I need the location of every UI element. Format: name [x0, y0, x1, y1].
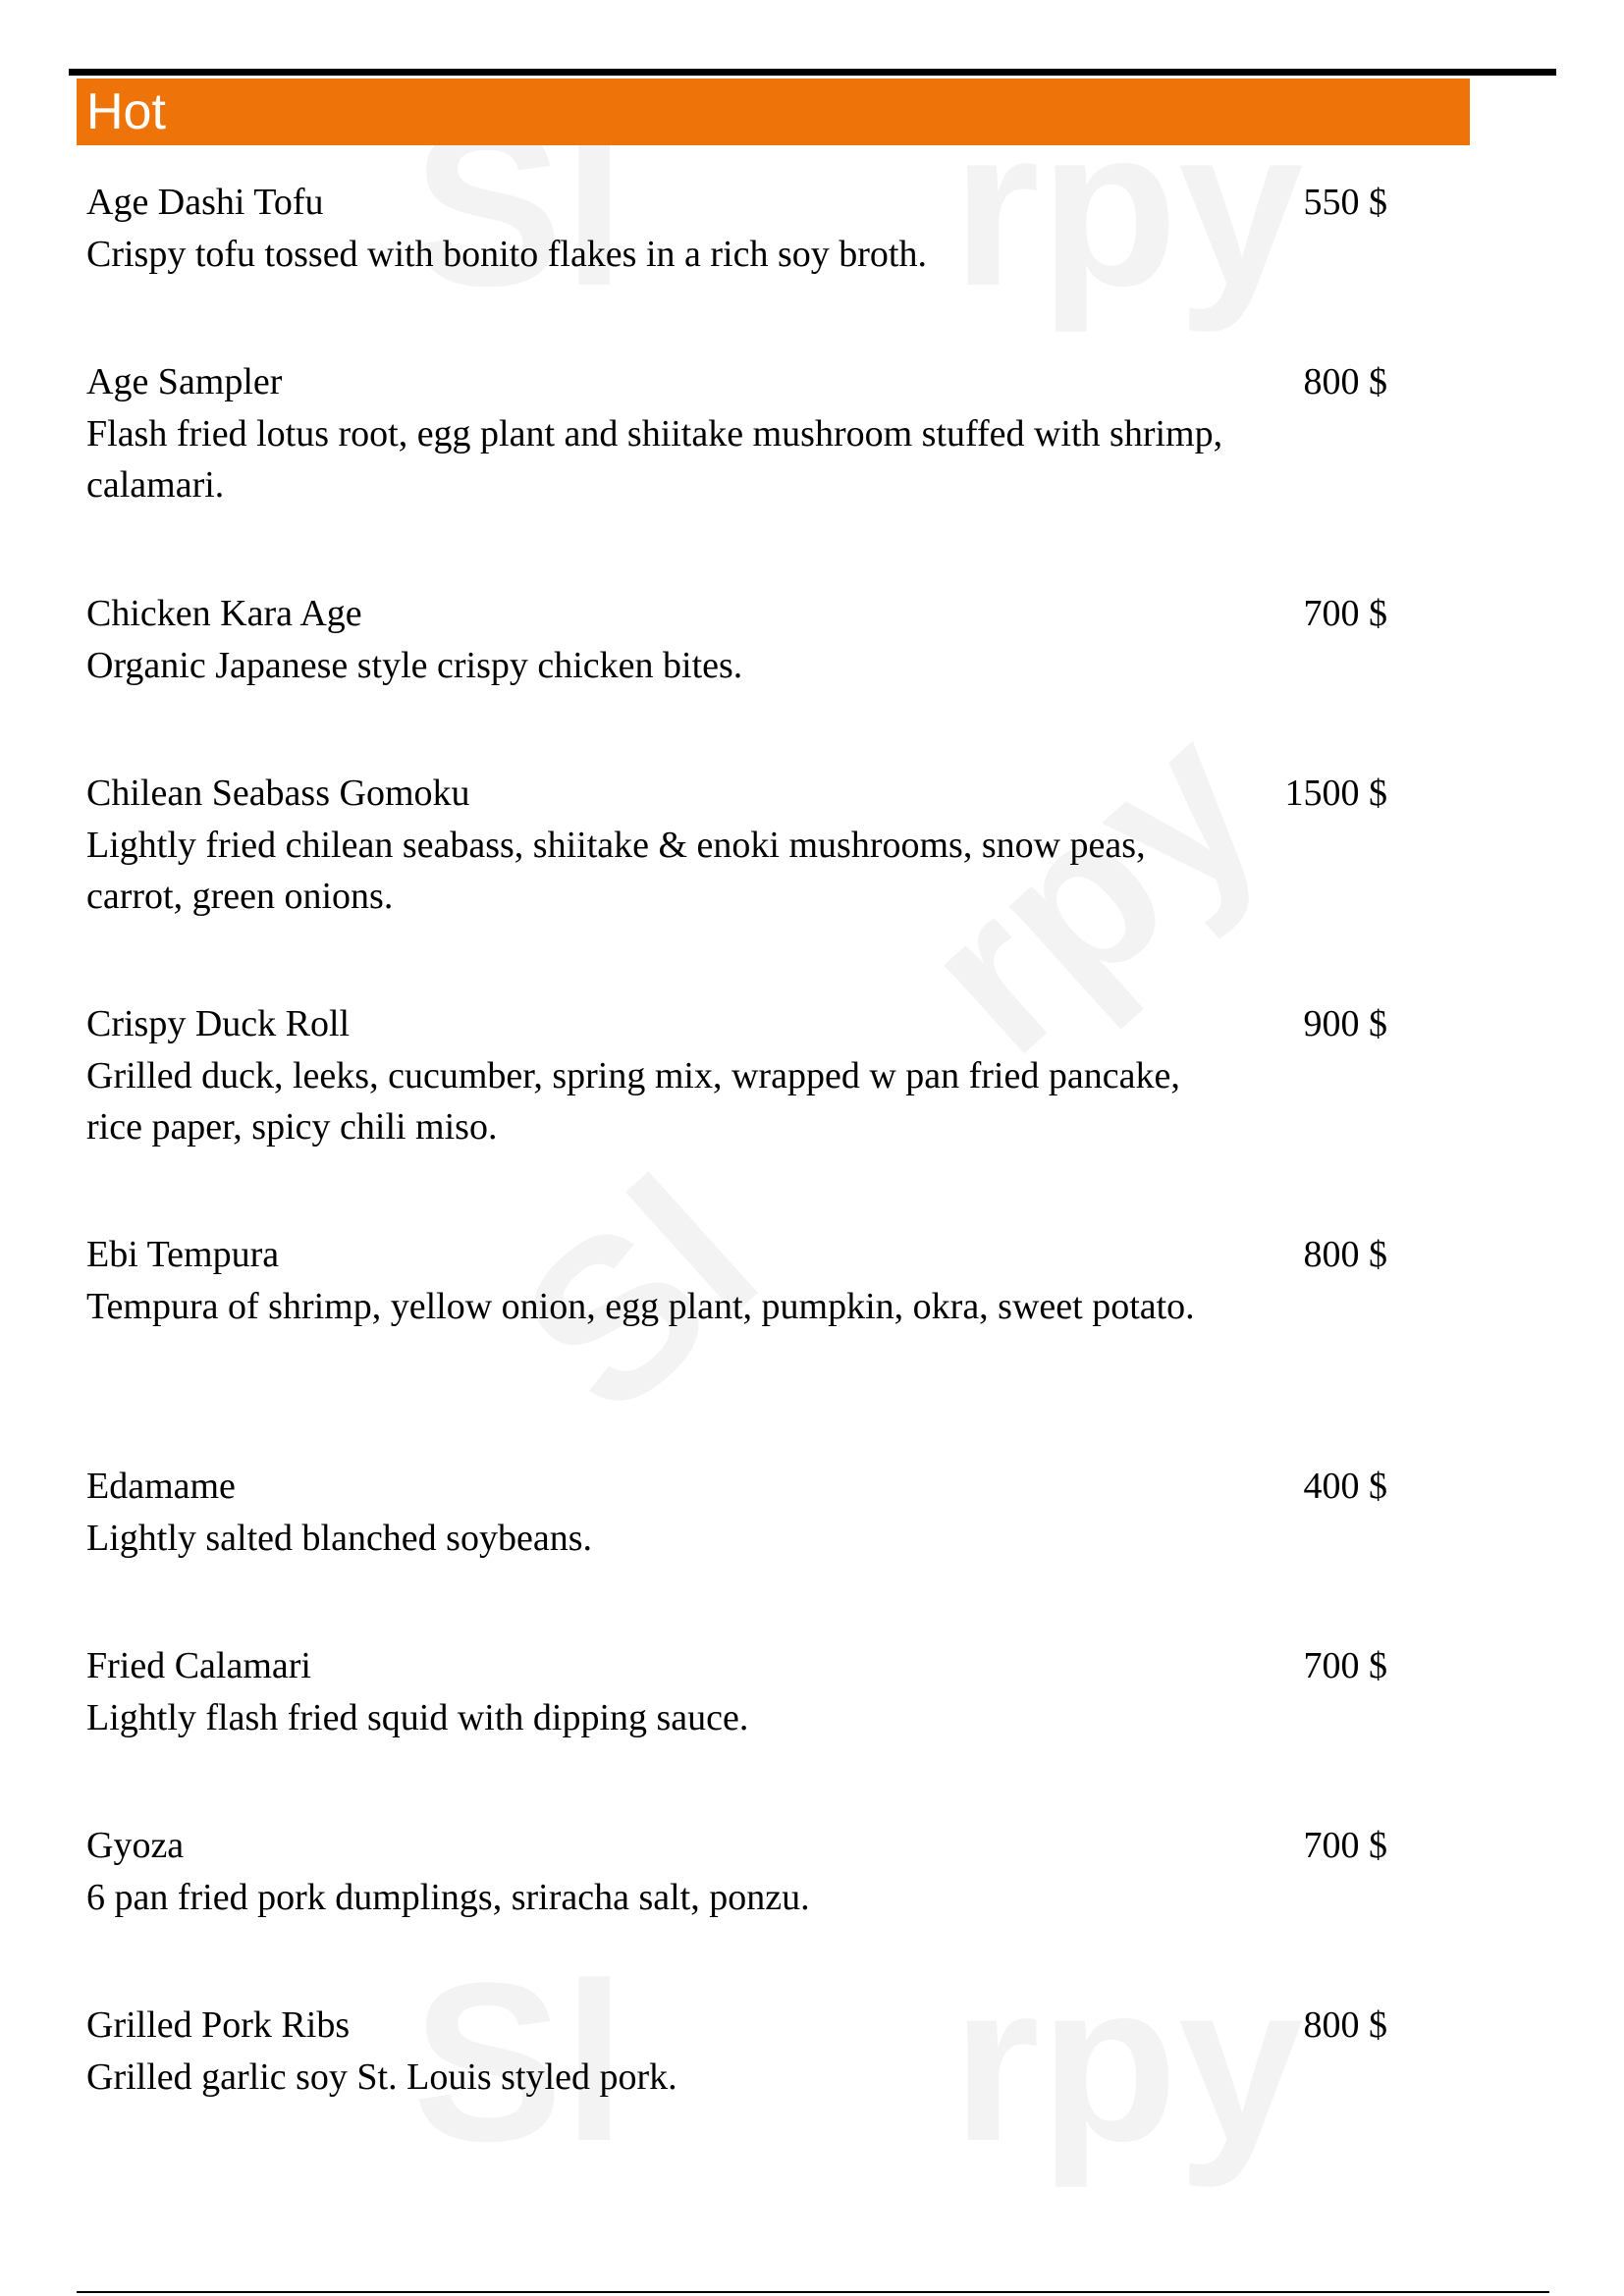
menu-item: [86, 356, 1387, 510]
item-description: Crispy tofu tossed with bonito flakes in a rich soy broth.: [86, 234, 927, 275]
item-price: 700 $: [1303, 1645, 1387, 1686]
item-description: Lightly salted blanched soybeans.: [86, 1518, 592, 1559]
item-description: Grilled garlic soy St. Louis styled pork.: [86, 2056, 677, 2098]
menu-item: [86, 768, 1387, 922]
item-price: 550 $: [1303, 182, 1387, 223]
item-name: Ebi Tempura: [86, 1234, 280, 1275]
menu-item: [86, 1229, 1387, 1332]
item-price: 800 $: [1303, 2004, 1387, 2046]
item-name: Crispy Duck Roll: [86, 1003, 351, 1044]
menu-item: [86, 1640, 1387, 1743]
item-name: Chicken Kara Age: [86, 593, 362, 634]
item-description: Lightly flash fried squid with dipping sauce.: [86, 1697, 749, 1738]
item-price: 900 $: [1303, 1003, 1387, 1044]
item-description: Lightly fried chilean seabass, shiitake & enoki mushrooms, snow peas, carrot, green onions.: [86, 825, 1146, 917]
item-price: 800 $: [1303, 361, 1387, 402]
item-description: Organic Japanese style crispy chicken bites.: [86, 645, 743, 686]
menu-item: [86, 588, 1387, 691]
item-description: Grilled duck, leeks, cucumber, spring mix, wrapped w pan fried pancake, rice paper, spicy chili miso.: [86, 1055, 1180, 1148]
menu-item: [86, 1461, 1387, 1564]
item-price: 700 $: [1303, 593, 1387, 634]
item-name: Edamame: [86, 1466, 236, 1507]
item-price: 1500 $: [1284, 773, 1387, 814]
item-name: Gyoza: [86, 1825, 185, 1866]
item-name: Age Dashi Tofu: [86, 182, 324, 223]
item-description: Flash fried lotus root, egg plant and shiitake mushroom stuffed with shrimp, calamari.: [86, 413, 1223, 506]
item-description: 6 pan fried pork dumplings, sriracha salt, ponzu.: [86, 1877, 810, 1918]
item-name: Grilled Pork Ribs: [86, 2004, 351, 2046]
item-price: 400 $: [1303, 1466, 1387, 1507]
menu-item: [86, 1820, 1387, 1923]
item-name: Fried Calamari: [86, 1645, 311, 1686]
section-title: Hot: [86, 83, 166, 140]
menu-item: [86, 2000, 1387, 2103]
item-name: Age Sampler: [86, 361, 283, 402]
item-name: Chilean Seabass Gomoku: [86, 773, 470, 814]
item-price: 700 $: [1303, 1825, 1387, 1866]
menu-item: [86, 998, 1387, 1152]
item-price: 800 $: [1303, 1234, 1387, 1275]
bottom-rule: [77, 2291, 1549, 2293]
menu-item: [86, 177, 1387, 280]
item-description: Tempura of shrimp, yellow onion, egg plant, pumpkin, okra, sweet potato.: [86, 1286, 1195, 1327]
